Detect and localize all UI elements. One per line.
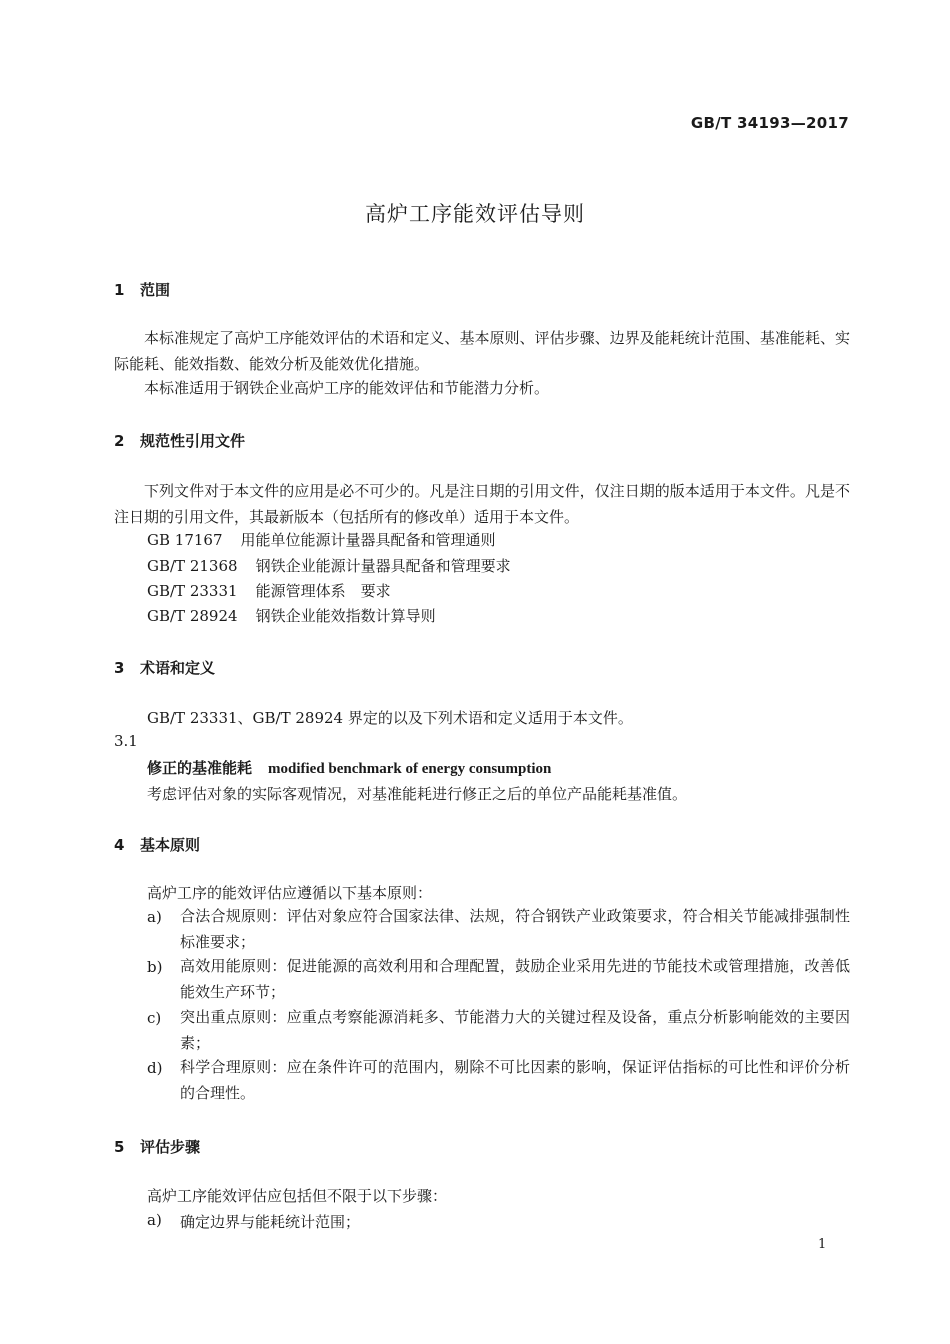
section-2-intro: 下列文件对于本文件的应用是必不可少的。凡是注日期的引用文件，仅注日期的版本适用于本文件。凡是不注日期的引用文件，其最新版本（包括所有的修改单）适用于本文件。 (114, 482, 850, 526)
term-definition: 考虑评估对象的实际客观情况，对基准能耗进行修正之后的单位产品能耗基准值。 (147, 785, 688, 803)
section-4-heading (114, 834, 200, 855)
reference-name: 用能单位能源计量器具配备和管理通则 (240, 531, 496, 549)
term-heading (147, 757, 551, 778)
list-item-label: a) (147, 908, 162, 926)
section-title: 评估步骤 (140, 1138, 201, 1156)
list-item-label: b) (147, 958, 163, 976)
list-item-text: 确定边界与能耗统计范围； (180, 1213, 361, 1231)
list-item-text: 高效用能原则：促进能源的高效利用和合理配置，鼓励企业采用先进的节能技术或管理措施，改善低能效生产环节； (180, 957, 850, 1001)
list-item-text: 科学合理原则：应在条件许可的范围内，剔除不可比因素的影响，保证评估指标的可比性和评价分析的合理性。 (180, 1058, 850, 1102)
standard-number: GB/T 34193—2017 (690, 114, 849, 132)
list-item-label: d) (147, 1059, 163, 1077)
list-item-label: a) (147, 1211, 162, 1229)
section-number: 3 (114, 659, 125, 677)
section-number: 5 (114, 1138, 125, 1156)
reference-item (147, 580, 391, 601)
reference-name: 能源管理体系 要求 (255, 582, 391, 600)
reference-name: 钢铁企业能源计量器具配备和管理要求 (255, 557, 511, 575)
section-title: 术语和定义 (140, 659, 216, 677)
reference-item (147, 555, 511, 576)
section-1-heading (114, 279, 170, 300)
section-number: 4 (114, 836, 125, 854)
section-1-para-1: 本标准规定了高炉工序能效评估的术语和定义、基本原则、评估步骤、边界及能耗统计范围、基准能耗、实际能耗、能效指数、能效分析及能效优化措施。 (114, 329, 850, 373)
term-english: modified benchmark of energy consumption (268, 761, 552, 777)
section-3-heading (114, 657, 215, 678)
section-2-heading (114, 430, 245, 451)
list-item-label: c) (147, 1009, 162, 1027)
section-5-heading (114, 1136, 200, 1157)
section-number: 1 (114, 281, 125, 299)
term-number: 3.1 (114, 732, 138, 750)
reference-code: GB 17167 (147, 531, 223, 549)
list-item-text: 突出重点原则：应重点考察能源消耗多、节能潜力大的关键过程及设备，重点分析影响能效的主要因素； (180, 1008, 850, 1052)
section-title: 规范性引用文件 (140, 432, 246, 450)
reference-item (147, 605, 436, 626)
list-item-text: 合法合规原则：评估对象应符合国家法律、法规，符合钢铁产业政策要求，符合相关节能减排强制性标准要求； (180, 907, 850, 951)
reference-name: 钢铁企业能效指数计算导则 (255, 607, 436, 625)
section-title: 基本原则 (140, 836, 201, 854)
section-4-intro: 高炉工序的能效评估应遵循以下基本原则： (147, 884, 433, 902)
reference-code: GB/T 23331 (147, 582, 238, 600)
section-1-para-2: 本标准适用于钢铁企业高炉工序的能效评估和节能潜力分析。 (144, 379, 550, 397)
section-5-intro: 高炉工序能效评估应包括但不限于以下步骤： (147, 1187, 448, 1205)
section-number: 2 (114, 432, 125, 450)
section-3-intro: GB/T 23331、GB/T 28924 界定的以及下列术语和定义适用于本文件。 (147, 709, 633, 727)
page-number: 1 (818, 1237, 827, 1252)
reference-code: GB/T 28924 (147, 607, 238, 625)
document-title: 高炉工序能效评估导则 (365, 202, 585, 226)
reference-item (147, 529, 496, 550)
section-title: 范围 (140, 281, 171, 299)
reference-code: GB/T 21368 (147, 557, 238, 575)
term-chinese: 修正的基准能耗 (147, 759, 253, 777)
